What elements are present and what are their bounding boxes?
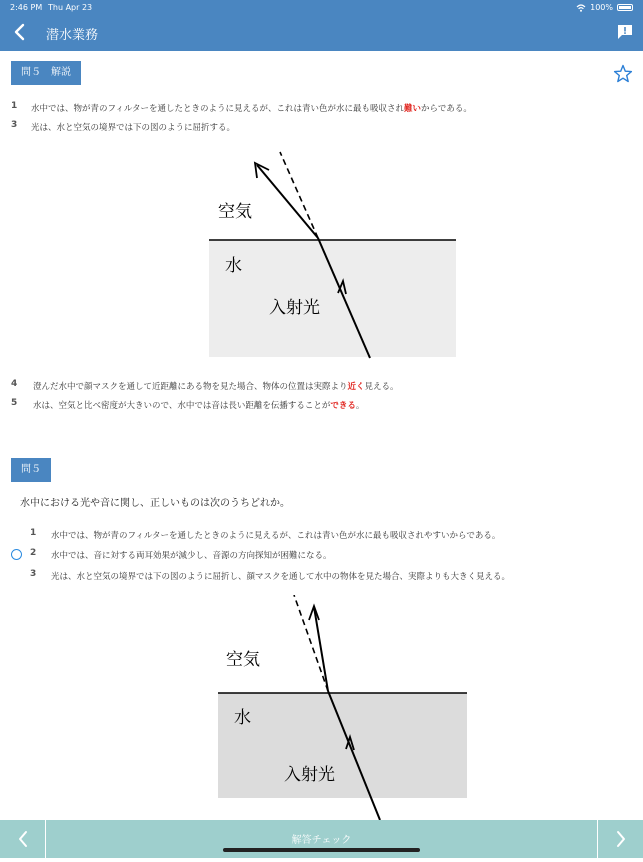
explanation-item-number: 4 bbox=[11, 379, 18, 389]
label-air: 空気 bbox=[226, 650, 260, 670]
explanation-text: 見える。 bbox=[364, 382, 399, 392]
status-right bbox=[576, 3, 633, 12]
choice-text: 光は、水と空気の境界では下の図のように屈折し、顔マスクを通して水中の物体を見た場合、実際よりも大きく見える。 bbox=[51, 572, 511, 582]
radio-circle-icon[interactable] bbox=[11, 549, 22, 560]
refraction-diagram bbox=[200, 145, 470, 365]
label-incident: 入射光 bbox=[284, 765, 335, 785]
question-text: 水中における光や音に関し、正しいものは次のうちどれか。 bbox=[20, 498, 290, 509]
report-icon[interactable] bbox=[617, 24, 633, 40]
battery-icon bbox=[617, 4, 633, 11]
next-button[interactable] bbox=[597, 820, 643, 858]
explanation-item-number: 5 bbox=[11, 398, 18, 408]
chevron-left-icon bbox=[0, 820, 46, 858]
explanation-text: 水は、空気と比べ密度が大きいので、水中では音は長い距離を伝播することが bbox=[33, 401, 331, 411]
extension-line bbox=[294, 595, 328, 691]
water-area bbox=[209, 240, 456, 357]
explanation-text: 光は、水と空気の境界では下の図のように屈折する。 bbox=[31, 123, 236, 133]
explanation-item bbox=[33, 380, 399, 392]
nav-bar bbox=[0, 14, 643, 51]
status-bar bbox=[0, 0, 643, 14]
explanation-item-number: 1 bbox=[11, 101, 18, 111]
explanation-item bbox=[31, 121, 235, 133]
choice-number: 2 bbox=[30, 548, 37, 558]
refracted-ray bbox=[314, 607, 328, 691]
explanation-highlight: できる bbox=[330, 401, 356, 411]
label-air: 空気 bbox=[218, 202, 252, 222]
explanation-badge: 問５ 解説 bbox=[11, 61, 81, 85]
label-water: 水 bbox=[234, 708, 251, 728]
water-area bbox=[218, 693, 467, 798]
explanation-text: からである。 bbox=[421, 104, 472, 114]
home-indicator bbox=[223, 848, 420, 852]
nav-title: 潜水業務 bbox=[46, 28, 99, 43]
refracted-ray bbox=[257, 165, 318, 238]
label-water: 水 bbox=[225, 256, 242, 276]
explanation-text: 澄んだ水中で顔マスクを通して近距離にある物を見た場合、物体の位置は実際より bbox=[33, 382, 348, 392]
status-date: Thu Apr 23 bbox=[48, 3, 93, 12]
explanation-highlight: 近く bbox=[347, 382, 365, 392]
choice-number: 3 bbox=[30, 569, 37, 579]
status-time: 2:46 PM bbox=[10, 3, 43, 12]
question-badge: 問５ bbox=[11, 458, 51, 482]
extension-line bbox=[280, 152, 318, 238]
chevron-right-icon bbox=[598, 820, 643, 858]
favorite-star-icon[interactable] bbox=[613, 64, 633, 84]
back-chevron-icon[interactable] bbox=[10, 20, 30, 44]
explanation-item-number: 3 bbox=[11, 120, 18, 130]
previous-button[interactable] bbox=[0, 820, 46, 858]
explanation-text: 。 bbox=[355, 401, 365, 411]
refraction-diagram-question bbox=[210, 595, 480, 820]
battery-percent: 100% bbox=[590, 3, 613, 12]
choice-text: 水中では、物が青のフィルターを通したときのように見えるが、これは青い色が水に最も吸収されやすいからである。 bbox=[51, 531, 501, 541]
choice-text: 水中では、音に対する両耳効果が減少し、音源の方向探知が困難になる。 bbox=[51, 551, 332, 561]
answer-check-button[interactable]: 解答チェック bbox=[291, 835, 352, 846]
label-incident: 入射光 bbox=[269, 298, 320, 318]
explanation-item bbox=[33, 399, 364, 411]
wifi-icon bbox=[576, 4, 586, 12]
explanation-text: 水中では、物が青のフィルターを通したときのように見えるが、これは青い色が水に最も吸収され bbox=[31, 104, 404, 114]
explanation-highlight: 難い bbox=[404, 104, 422, 114]
explanation-item bbox=[31, 102, 472, 114]
bottom-bar bbox=[0, 820, 643, 858]
choice-number: 1 bbox=[30, 528, 37, 538]
